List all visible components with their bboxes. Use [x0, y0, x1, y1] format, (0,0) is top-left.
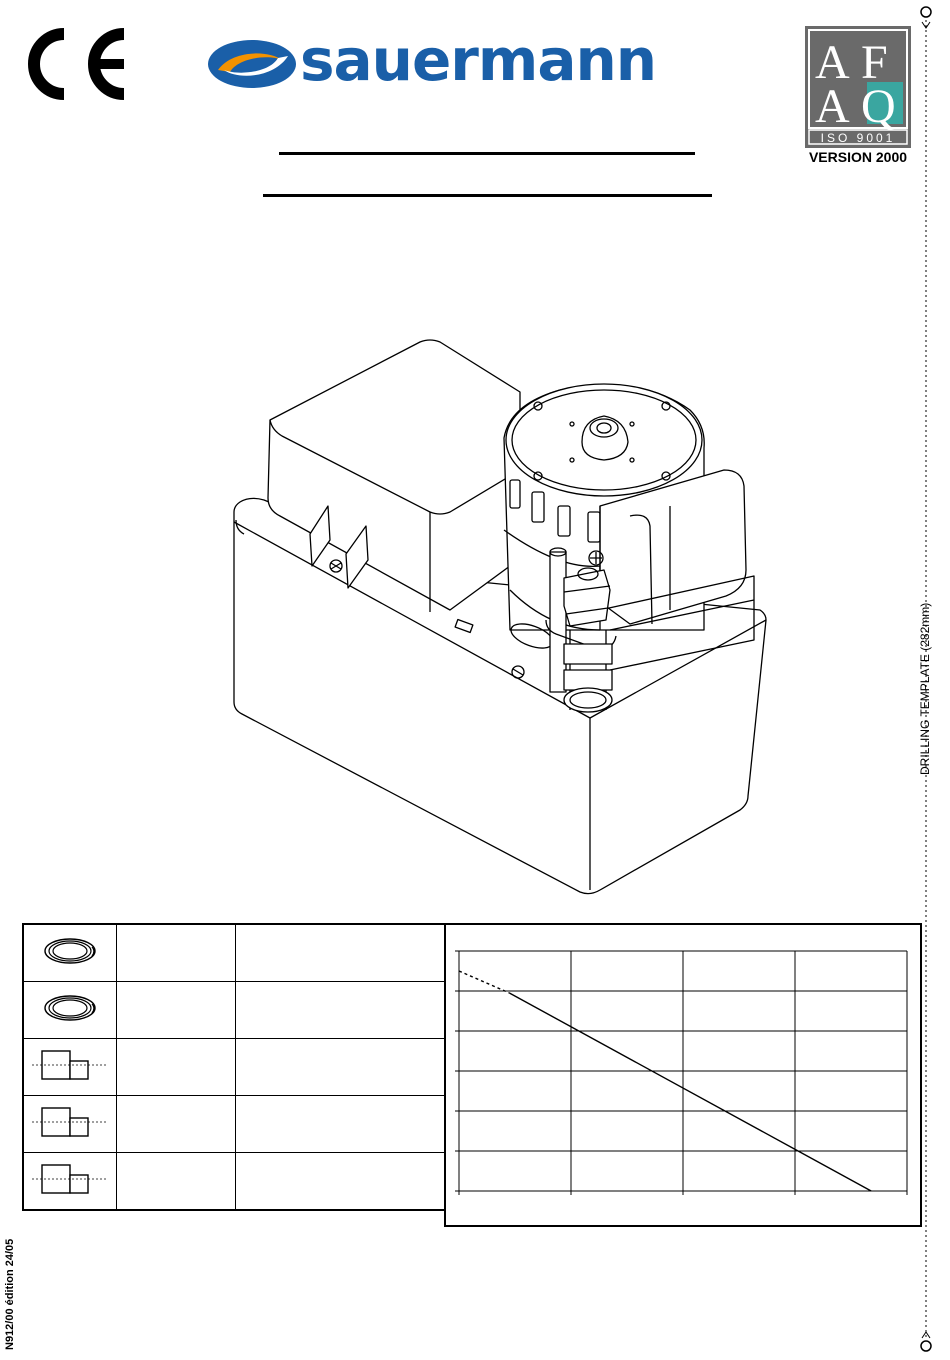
spec-row	[23, 924, 445, 982]
spec-table	[22, 923, 446, 1211]
spec-icon-cell	[23, 1153, 117, 1211]
afaq-letter-2: F	[861, 36, 888, 89]
spec-icon-cell	[23, 924, 117, 982]
pump-dimensions-icon	[30, 1129, 110, 1146]
spec-label-cell	[117, 1153, 236, 1211]
spec-icon-cell	[23, 982, 117, 1039]
flow-chart-frame	[444, 923, 922, 1227]
title-underline-2	[263, 194, 712, 197]
spec-icon-cell	[23, 1039, 117, 1096]
afaq-box	[805, 26, 911, 148]
spec-value-cell	[236, 924, 446, 982]
flow-chart	[446, 925, 920, 1225]
afaq-iso-badge	[805, 26, 911, 166]
top-hole-icon	[921, 7, 931, 17]
spec-label-cell	[117, 982, 236, 1039]
condensate-pump-illustration	[220, 330, 780, 900]
bottom-hole-icon	[921, 1341, 931, 1351]
afaq-letter-1: A	[815, 36, 850, 89]
chart-series-line	[509, 993, 871, 1191]
afaq-version: VERSION 2000	[808, 149, 908, 165]
spec-value-cell	[236, 1153, 446, 1211]
edition-code: N912/00 édition 24/05	[4, 1238, 16, 1350]
spec-value-cell	[236, 982, 446, 1039]
title-underline-1	[279, 152, 695, 155]
pump-dimensions-icon	[30, 1186, 110, 1203]
afaq-letters-icon	[805, 26, 911, 148]
spec-row	[23, 1096, 445, 1153]
afaq-iso-label: ISO 9001	[820, 131, 896, 145]
coiled-tube-icon	[42, 1010, 98, 1027]
spec-label-cell	[117, 1039, 236, 1096]
spec-row	[23, 1153, 445, 1211]
spec-icon-cell	[23, 1096, 117, 1153]
spec-row	[23, 1039, 445, 1096]
ce-mark-icon	[20, 28, 132, 100]
spec-row	[23, 982, 445, 1039]
chart-series-dashed-line	[459, 971, 509, 993]
afaq-letter-4: Q	[861, 80, 896, 133]
pump-dimensions-icon	[30, 1072, 110, 1089]
spec-value-cell	[236, 1039, 446, 1096]
afaq-letter-3: A	[815, 80, 850, 133]
spec-label-cell	[117, 1096, 236, 1153]
spec-label-cell	[117, 924, 236, 982]
coiled-tube-icon	[42, 953, 98, 970]
spec-value-cell	[236, 1096, 446, 1153]
brand-name: sauermann	[300, 26, 657, 94]
drilling-template-label: DRILLING TEMPLATE (282mm)	[918, 602, 932, 775]
